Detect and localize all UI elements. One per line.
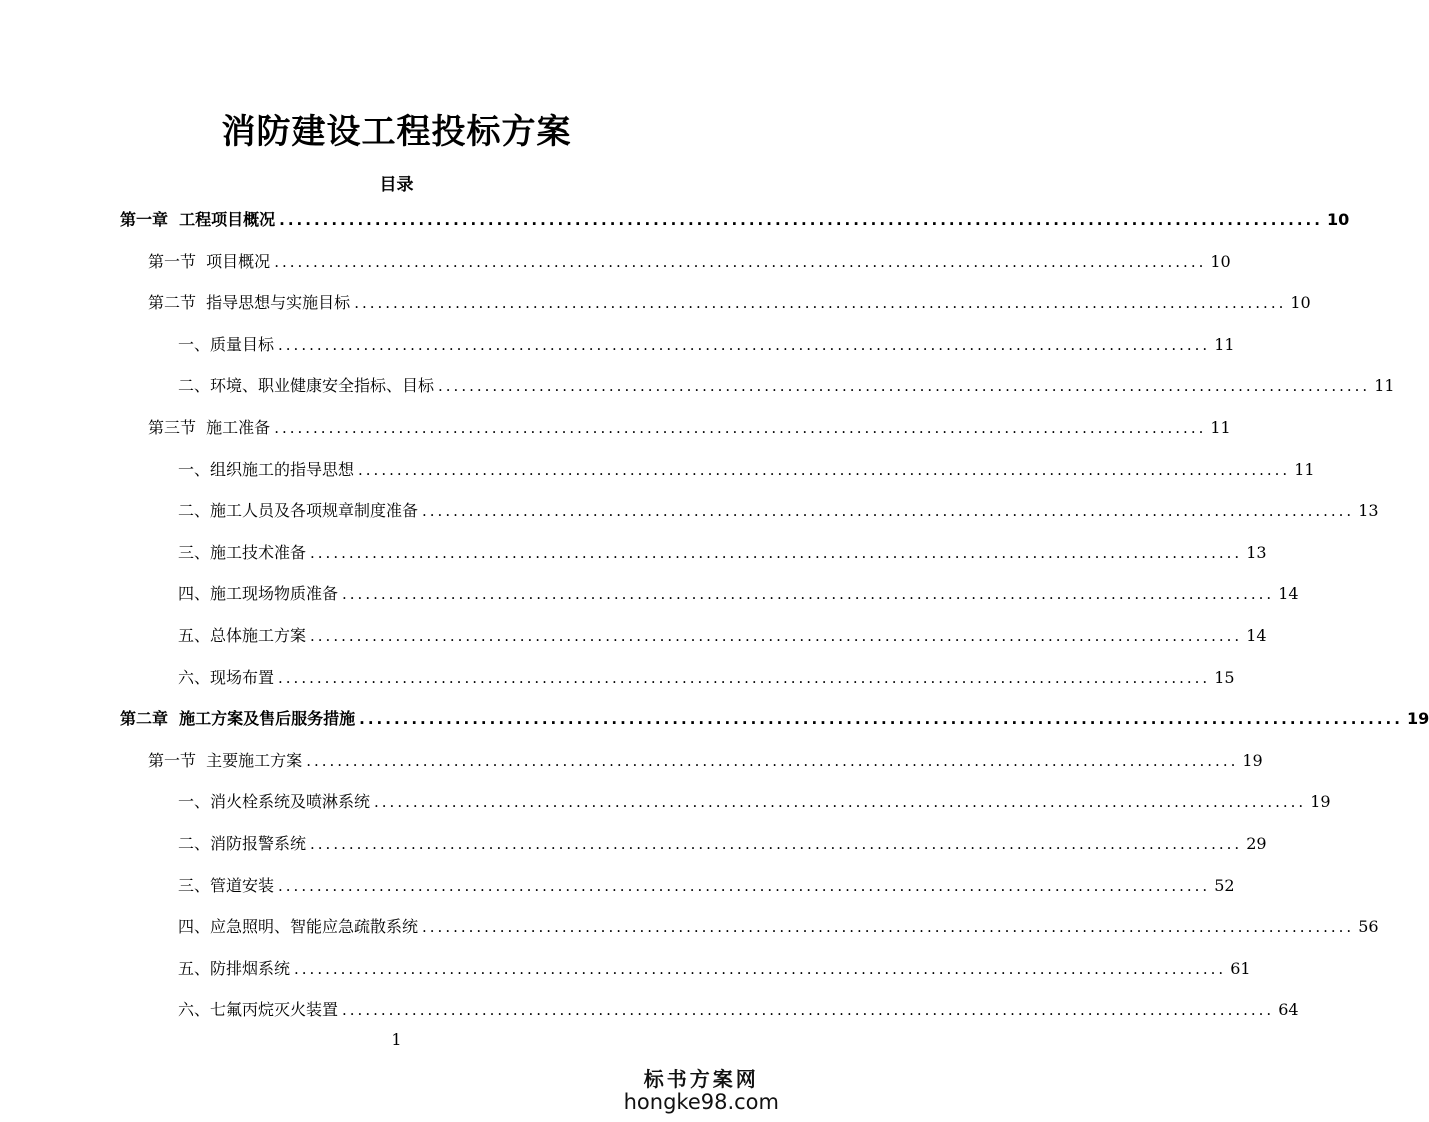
toc-entry[interactable] xyxy=(178,458,1315,482)
toc-dot-leader: ........................................................................................................................ xyxy=(274,419,1207,437)
toc-dot-leader: ........................................................................................................................ xyxy=(278,669,1211,687)
toc-dot-leader: ........................................................................................................................ xyxy=(438,377,1371,395)
toc-entry-page: 64 xyxy=(1278,1000,1299,1019)
toc-dot-leader: ........................................................................................................................ xyxy=(422,918,1355,936)
toc-entry[interactable] xyxy=(178,915,1379,939)
toc-dot-leader: ........................................................................................................................ xyxy=(422,502,1355,520)
toc-entry-label: 第一节 项目概况 xyxy=(148,252,271,271)
toc-entry-label: 一、消火栓系统及喷淋系统 xyxy=(178,792,371,811)
toc-dot-leader: ........................................................................................................................ xyxy=(279,211,1323,229)
watermark xyxy=(624,1063,779,1114)
toc-entry[interactable] xyxy=(178,790,1331,814)
toc-entry-page: 29 xyxy=(1246,834,1267,853)
toc-entry-label: 四、应急照明、智能应急疏散系统 xyxy=(178,917,419,936)
toc-dot-leader: ........................................................................................................................ xyxy=(342,1001,1275,1019)
toc-entry-label: 第一节 主要施工方案 xyxy=(148,751,303,770)
toc-entry[interactable] xyxy=(178,374,1395,398)
toc-entry[interactable] xyxy=(120,707,1429,731)
toc-entry-page: 13 xyxy=(1246,543,1267,562)
page-number: 1 xyxy=(391,1030,402,1049)
toc-entry-page: 10 xyxy=(1290,293,1311,312)
toc-entry-page: 15 xyxy=(1214,668,1235,687)
toc-entry[interactable] xyxy=(178,624,1267,648)
toc-entry-label: 二、消防报警系统 xyxy=(178,834,307,853)
watermark-brand: 标书方案网 xyxy=(643,1067,759,1091)
toc-entry-page: 19 xyxy=(1406,709,1429,728)
toc-entry-page: 52 xyxy=(1214,876,1235,895)
toc-dot-leader: ........................................................................................................................ xyxy=(278,336,1211,354)
toc-dot-leader: ........................................................................................................................ xyxy=(358,461,1291,479)
watermark-url: hongke98.com xyxy=(623,1090,779,1114)
toc-entry-page: 61 xyxy=(1230,959,1251,978)
toc-dot-leader: ........................................................................................................................ xyxy=(342,585,1275,603)
toc-dot-leader: ........................................................................................................................ xyxy=(374,793,1307,811)
toc-entry[interactable] xyxy=(178,998,1299,1022)
toc-entry[interactable] xyxy=(178,957,1251,981)
toc-entry[interactable] xyxy=(148,250,1231,274)
toc-entry[interactable] xyxy=(178,582,1299,606)
toc-entry[interactable] xyxy=(178,666,1235,690)
toc-entry-page: 11 xyxy=(1374,376,1395,395)
toc-dot-leader: ........................................................................................................................ xyxy=(310,835,1243,853)
toc-entry-label: 五、总体施工方案 xyxy=(178,626,307,645)
toc-dot-leader: ........................................................................................................................ xyxy=(306,752,1239,770)
toc-entry-page: 11 xyxy=(1214,335,1235,354)
toc-entry-label: 一、质量目标 xyxy=(178,335,275,354)
toc-entry-label: 六、七氟丙烷灭火装置 xyxy=(178,1000,339,1019)
toc-entry-page: 13 xyxy=(1358,501,1379,520)
toc-entry-label: 第二节 指导思想与实施目标 xyxy=(148,293,351,312)
toc-entry-page: 14 xyxy=(1278,584,1299,603)
toc-entry-page: 10 xyxy=(1210,252,1231,271)
toc-entry[interactable] xyxy=(148,291,1311,315)
toc-entry[interactable] xyxy=(178,499,1379,523)
toc-entry-label: 第二章 施工方案及售后服务措施 xyxy=(120,709,356,728)
toc-entry[interactable] xyxy=(178,333,1235,357)
toc-entry-label: 二、环境、职业健康安全指标、目标 xyxy=(178,376,435,395)
toc-dot-leader: ........................................................................................................................ xyxy=(294,960,1227,978)
toc-entry[interactable] xyxy=(178,874,1235,898)
toc-entry-page: 56 xyxy=(1358,917,1379,936)
toc-entry-page: 19 xyxy=(1242,751,1263,770)
toc-entry-label: 一、组织施工的指导思想 xyxy=(178,460,355,479)
toc-dot-leader: ........................................................................................................................ xyxy=(310,627,1243,645)
toc-entry-label: 三、施工技术准备 xyxy=(178,543,307,562)
toc-entry-label: 三、管道安装 xyxy=(178,876,275,895)
toc-entry-label: 六、现场布置 xyxy=(178,668,275,687)
document-title: 消防建设工程投标方案 xyxy=(221,112,572,152)
toc-entry[interactable] xyxy=(120,208,1350,232)
toc-entry-page: 19 xyxy=(1310,792,1331,811)
toc-entry-label: 第三节 施工准备 xyxy=(148,418,271,437)
toc-dot-leader: ........................................................................................................................ xyxy=(274,253,1207,271)
toc-entry[interactable] xyxy=(178,541,1267,565)
toc-dot-leader: ........................................................................................................................ xyxy=(310,544,1243,562)
toc-dot-leader: ........................................................................................................................ xyxy=(354,294,1287,312)
toc-entry[interactable] xyxy=(148,416,1231,440)
toc-entry-label: 第一章 工程项目概况 xyxy=(120,210,276,229)
toc-dot-leader: ........................................................................................................................ xyxy=(278,877,1211,895)
toc-entry[interactable] xyxy=(148,749,1263,773)
toc-entry-label: 五、防排烟系统 xyxy=(178,959,291,978)
toc-entry-label: 二、施工人员及各项规章制度准备 xyxy=(178,501,419,520)
toc-entry-page: 10 xyxy=(1326,210,1350,229)
toc-entry[interactable] xyxy=(178,832,1267,856)
toc-entry-page: 11 xyxy=(1210,418,1231,437)
toc-entry-label: 四、施工现场物质准备 xyxy=(178,584,339,603)
toc-dot-leader: ........................................................................................................................ xyxy=(359,710,1403,728)
toc-entry-page: 14 xyxy=(1246,626,1267,645)
toc-entry-page: 11 xyxy=(1294,460,1315,479)
toc-heading: 目录 xyxy=(379,175,414,195)
